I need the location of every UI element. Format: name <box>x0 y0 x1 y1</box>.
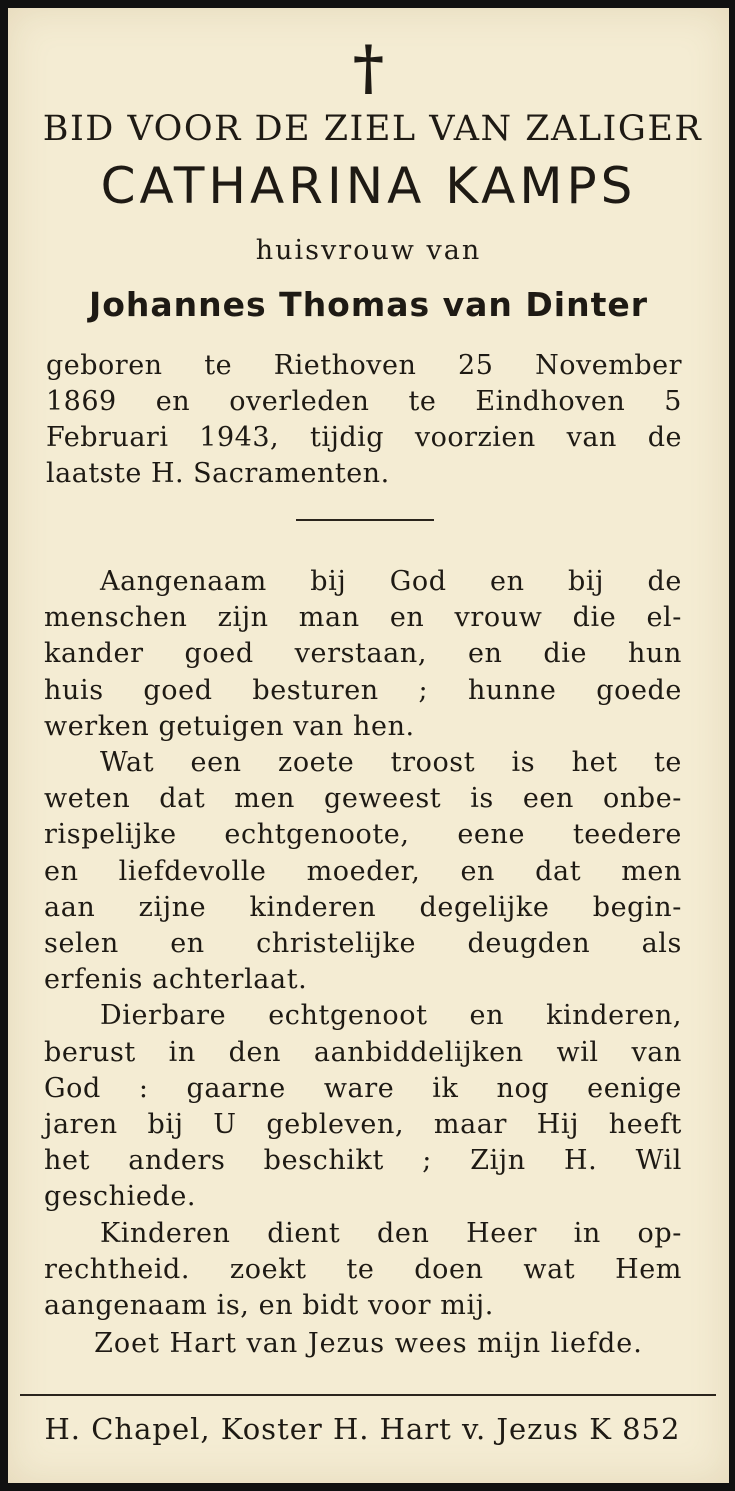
relation-label: huisvrouw van <box>255 235 482 266</box>
bio-line: Februari 1943, tijdig voorzien van de <box>46 422 682 453</box>
divider <box>296 519 434 521</box>
text-line: aangenaam is, en bidt voor mij. <box>44 1290 494 1322</box>
closing-prayer: Zoet Hart van Jezus wees mijn liefde. <box>94 1328 643 1359</box>
text-line: berust in den aanbiddelijken wil van <box>44 1036 682 1068</box>
cross-icon: † <box>352 33 385 103</box>
text-line: Wat een zoete troost is het te <box>100 747 682 779</box>
deceased-name: CATHARINA KAMPS <box>100 157 637 215</box>
text-line: jaren bij U gebleven, maar Hij heeft <box>44 1109 682 1141</box>
text-line: Aangenaam bij God en bij de <box>100 566 682 597</box>
text-line: menschen zijn man en vrouw die el- <box>44 602 682 634</box>
text-line: Dierbare echtgenoot en kinderen, <box>100 1000 682 1032</box>
text-line: weten dat men geweest is een onbe- <box>44 783 682 815</box>
text-line: Kinderen dient den Heer in op- <box>100 1217 682 1249</box>
text-line: rechtheid. zoekt te doen wat Hem <box>44 1253 682 1285</box>
text-line: geschiede. <box>44 1181 197 1213</box>
text-line: erfenis achterlaat. <box>44 964 308 996</box>
memorial-card <box>8 8 729 1483</box>
text-line: het anders beschikt ; Zijn H. Wil <box>44 1145 682 1177</box>
memorial-text <box>44 564 682 1324</box>
printer-credit: H. Chapel, Koster H. Hart v. Jezus K 852 <box>44 1412 681 1446</box>
bio-line: laatste H. Sacramenten. <box>46 458 390 489</box>
text-line: werken getuigen van hen. <box>44 710 415 742</box>
text-line: selen en christelijke deugden als <box>44 928 682 960</box>
text-line: kander goed verstaan, en die hun <box>44 638 682 670</box>
text-line: rispelijke echtgenoote, eene teedere <box>44 819 682 851</box>
bio-line: geboren te Riethoven 25 November <box>46 350 682 381</box>
text-line: God : gaarne ware ik nog eenige <box>44 1072 682 1104</box>
husband-name: Johannes Thomas van Dinter <box>88 285 649 324</box>
footer-rule <box>20 1394 716 1396</box>
bio-line: 1869 en overleden te Eindhoven 5 <box>46 386 682 417</box>
text-line: huis goed besturen ; hunne goede <box>44 674 682 706</box>
text-line: aan zijne kinderen degelijke begin- <box>44 891 682 923</box>
prayer-heading: BID VOOR DE ZIEL VAN ZALIGER <box>42 109 703 149</box>
biography-paragraph <box>46 348 682 492</box>
text-line: en liefdevolle moeder, en dat men <box>44 855 682 887</box>
